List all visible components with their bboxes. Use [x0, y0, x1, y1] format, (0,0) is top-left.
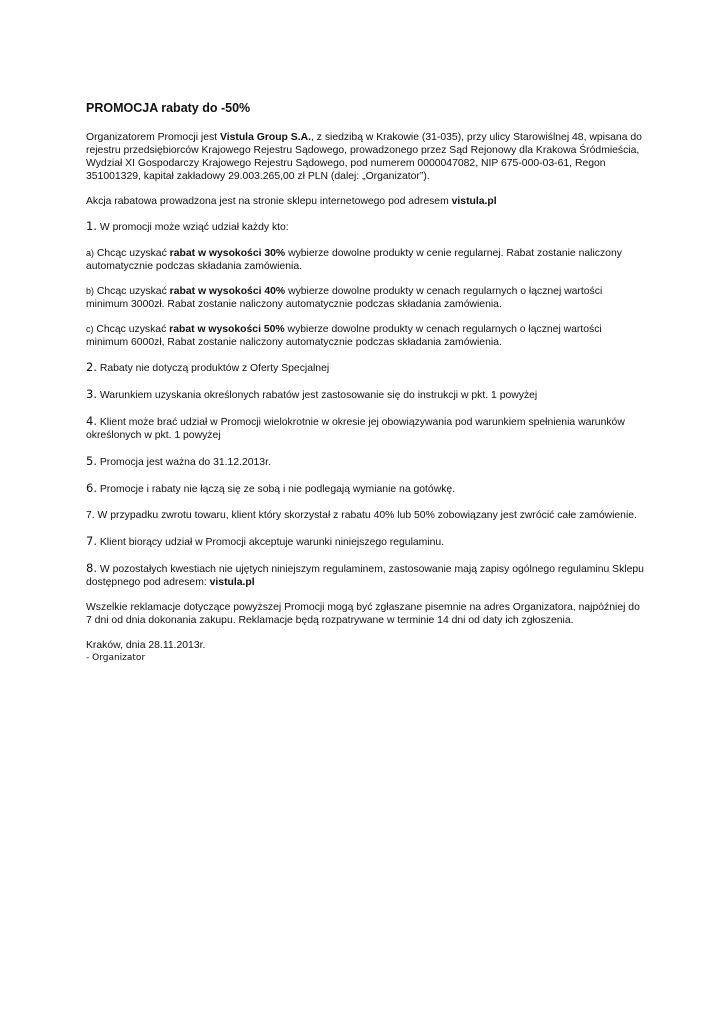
point-7-acceptance [86, 535, 646, 549]
complaints-paragraph: Wszelkie reklamacje dotyczące powyższej Promocji mogą być zgłaszane pisemnie na adres Organizatora, najpóźniej do 7 dni od dnia dokonania zakupu. Reklamacje będą rozpatrywane w terminie 14 dni od daty ich zgłoszenia. [86, 602, 640, 626]
website-text: Akcja rabatowa prowadzona jest na stronie sklepu internetowego pod adresem [86, 196, 452, 207]
point-7-return: 7. W przypadku zwrotu towaru, klient który skorzystał z rabatu 40% lub 50% zobowiązany jest zwrócić całe zamówienie. [86, 510, 637, 521]
subpoint-text: Chcąc uzyskać [93, 324, 170, 335]
point-4 [86, 415, 646, 442]
point-number: 7. [86, 534, 97, 548]
subpoint-text-cont: wybierze dowolne produkty w cenach regularnych o łącznej wartości minimum 6000zł, Rabat zostanie naliczony automatycznie podczas składania zamówienia. [86, 324, 602, 348]
point-text: Warunkiem uzyskania określonych rabatów jest zastosowanie się do instrukcji w pkt. 1 powyżej [96, 390, 538, 401]
point-3 [86, 388, 646, 402]
point-number: 5. [86, 454, 97, 468]
subpoint-letter: c) [86, 324, 94, 334]
point-text: Klient biorący udział w Promocji akceptuje warunki niniejszego regulaminu. [96, 537, 445, 548]
point-2 [86, 361, 646, 375]
company-name: Vistula Group S.A. [219, 132, 311, 143]
intro-website [86, 195, 646, 208]
place-date: Kraków, dnia 28.11.2013r. [86, 640, 206, 651]
point-text: W pozostałych kwestiach nie ujętych niniejszym regulaminem, zastosowanie mają zapisy ogólnego regulaminu Sklepu dostępnego pod adresem: [86, 564, 644, 588]
discount-label: rabat w wysokości 40% [169, 286, 286, 297]
intro-text: Organizatorem Promocji jest [86, 132, 220, 143]
website-link: vistula.pl [451, 196, 497, 207]
point-number: 3. [86, 387, 97, 401]
subpoint-text: Chcąc uzyskać [94, 248, 170, 259]
subpoint-letter: b) [86, 286, 95, 296]
point-text: Klient może brać udział w Promocji wielokrotnie w okresie jej obowiązywania pod warunkiem spełnienia warunków określonych w pkt. 1 powyżej [86, 417, 625, 441]
point-number: 6. [86, 481, 97, 495]
point-number: 8. [86, 561, 97, 575]
website-link: vistula.pl [209, 577, 255, 588]
point-number: 4. [86, 414, 97, 428]
discount-label: rabat w wysokości 50% [169, 324, 285, 335]
point-number: 2. [86, 360, 97, 374]
point-6 [86, 482, 646, 496]
subpoint-text: Chcąc uzyskać [94, 286, 170, 297]
subpoint-b [86, 285, 646, 311]
subpoint-c [86, 323, 646, 349]
discount-label: rabat w wysokości 30% [169, 248, 286, 259]
subpoint-text-cont: wybierze dowolne produkty w cenie regularnej. Rabat zostanie naliczony automatycznie podczas składania zamówienia. [86, 248, 622, 272]
point-5 [86, 455, 646, 469]
point-text: Rabaty nie dotyczą produktów z Oferty Specjalnej [96, 363, 330, 374]
intro-organizer [86, 131, 646, 183]
signature: - Organizator [86, 653, 146, 663]
point-number: 1. [86, 219, 97, 233]
document-page [86, 101, 646, 664]
point-8 [86, 562, 646, 589]
subpoint-text-cont: wybierze dowolne produkty w cenach regularnych o łącznej wartości minimum 3000zł. Rabat zostanie naliczony automatycznie podczas składania zamówienia. [86, 286, 603, 310]
intro-text-cont: , z siedzibą w Krakowie (31-035), przy ulicy Starowiślnej 48, wpisana do rejestru przedsiębiorców Krajowego Rejestru Sądowego, prowadzonego przez Sąd Rejonowy dla Krakowa Śródmieścia, Wydział XI Gospodarczy Krajowego Rejestru Sądowego, pod numerem 0000047082, NIP 675-000-03-61, Regon 351001329, kapitał zakładowy 29.003.265,00 zł PLN (dalej: „Organizator”). [86, 132, 642, 182]
point-1 [86, 220, 646, 234]
point-text: W promocji może wziąć udział każdy kto: [96, 222, 289, 233]
point-text: Promocja jest ważna do 31.12.2013r. [96, 457, 271, 468]
page-title: PROMOCJA rabaty do -50% [86, 101, 251, 115]
subpoint-letter: a) [86, 248, 95, 258]
subpoint-a [86, 247, 646, 273]
point-text: Promocje i rabaty nie łączą się ze sobą i nie podlegają wymianie na gotówkę. [96, 484, 456, 495]
